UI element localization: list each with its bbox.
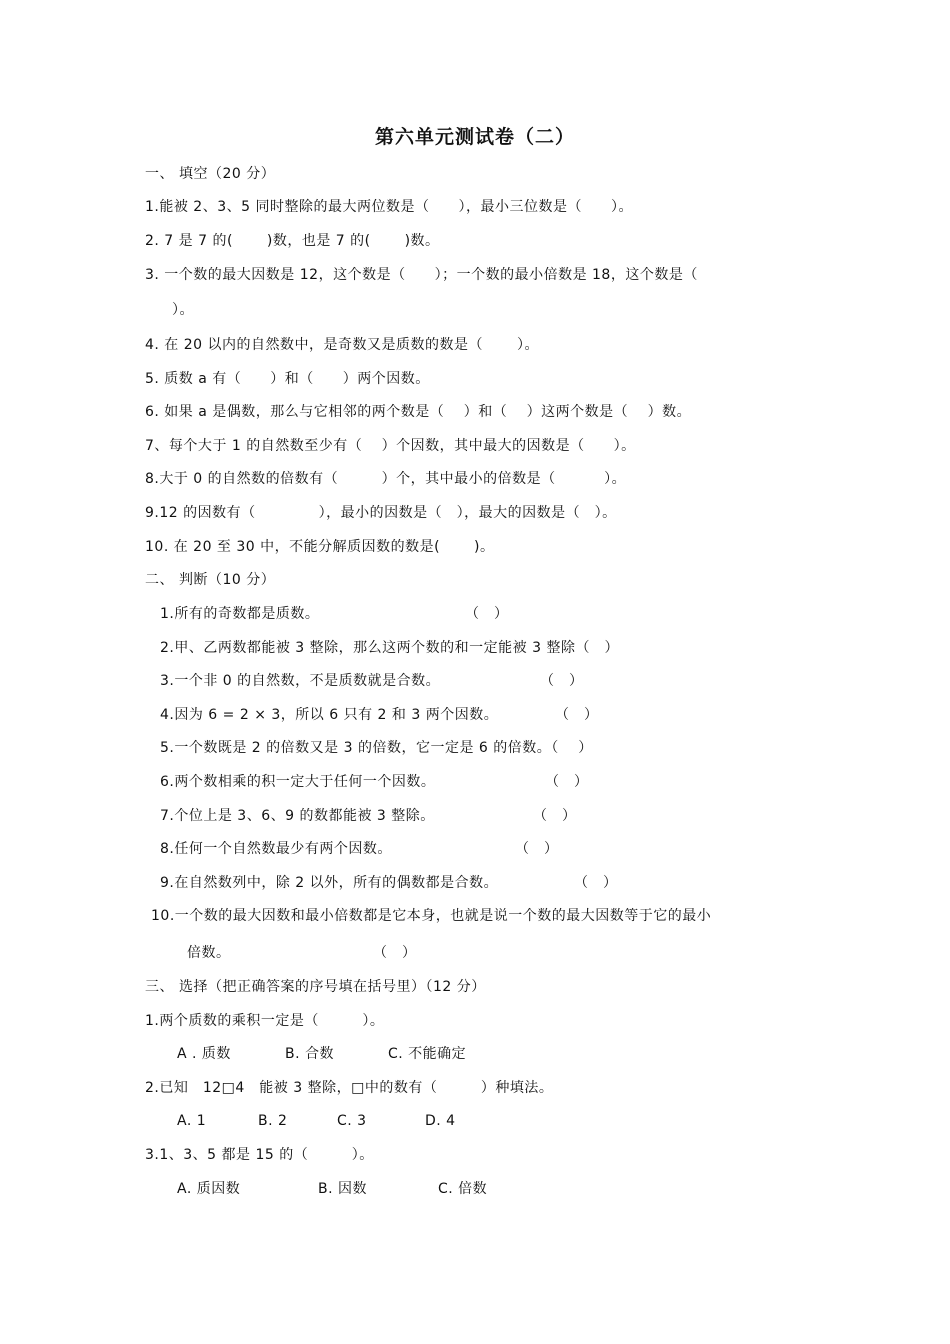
choice-option: A. 质因数 (177, 1181, 241, 1197)
judgement-line: 6.两个数相乘的积一定大于任何一个因数。 (160, 774, 436, 790)
answer-bracket: （ ） (515, 841, 559, 857)
judgement-line: 4.因为 6 = 2 × 3，所以 6 只有 2 和 3 两个因数。 (160, 707, 499, 723)
answer-bracket: （ ） (465, 606, 509, 622)
choice-option: B. 2 (258, 1113, 288, 1129)
judgement-line: 2.甲、乙两数都能被 3 整除，那么这两个数的和一定能被 3 整除（ ） (160, 640, 619, 656)
choice-option: B. 合数 (285, 1046, 335, 1062)
answer-bracket: （ ） (555, 707, 599, 723)
question-line: 2.已知 12□4 能被 3 整除，□中的数有（ ）种填法。 (145, 1080, 554, 1096)
choice-option: A . 质数 (177, 1046, 231, 1062)
judgement-line: 倍数。 (187, 945, 231, 961)
question-line: 3. 一个数的最大因数是 12，这个数是（ ）；一个数的最小倍数是 18，这个数是（ (145, 267, 698, 283)
judgement-line: 3.一个非 0 的自然数，不是质数就是合数。 (160, 673, 441, 689)
answer-bracket: （ ） (540, 673, 584, 689)
section-heading-multiple-choice: 三、 选择（把正确答案的序号填在括号里）（12 分） (145, 979, 486, 995)
question-line: 8.大于 0 的自然数的倍数有（ ）个，其中最小的倍数是（ ）。 (145, 471, 627, 487)
choice-option: B. 因数 (318, 1181, 368, 1197)
question-line: 1.两个质数的乘积一定是（ ）。 (145, 1013, 385, 1029)
judgement-line: 1.所有的奇数都是质数。 (160, 606, 320, 622)
section-heading-true-false: 二、 判断（10 分） (145, 572, 276, 588)
question-line: 1.能被 2、3、5 同时整除的最大两位数是（ ），最小三位数是（ ）。 (145, 199, 633, 215)
judgement-line: 5.一个数既是 2 的倍数又是 3 的倍数，它一定是 6 的倍数。（ ） (160, 740, 593, 756)
judgement-line: 10.一个数的最大因数和最小倍数都是它本身，也就是说一个数的最大因数等于它的最小 (151, 908, 712, 924)
question-line: ）。 (172, 302, 194, 318)
judgement-line: 9.在自然数列中，除 2 以外，所有的偶数都是合数。 (160, 875, 499, 891)
question-line: 7、每个大于 1 的自然数至少有（ ）个因数，其中最大的因数是（ ）。 (145, 438, 636, 454)
question-line: 10. 在 20 至 30 中，不能分解质因数的数是( )。 (145, 539, 495, 555)
answer-bracket: （ ） (545, 774, 589, 790)
page-title: 第六单元测试卷（二） (374, 126, 575, 148)
choice-option: C. 不能确定 (388, 1046, 467, 1062)
question-line: 2. 7 是 7 的( )数，也是 7 的( )数。 (145, 233, 440, 249)
question-line: 3.1、3、5 都是 15 的（ ）。 (145, 1147, 374, 1163)
answer-bracket: （ ） (533, 808, 577, 824)
section-heading-fill-blank: 一、 填空（20 分） (145, 166, 276, 182)
judgement-line: 7.个位上是 3、6、9 的数都能被 3 整除。 (160, 808, 435, 824)
question-line: 4. 在 20 以内的自然数中，是奇数又是质数的数是（ ）。 (145, 337, 539, 353)
question-line: 9.12 的因数有（ ），最小的因数是（ ），最大的因数是（ ）。 (145, 505, 617, 521)
choice-option: D. 4 (425, 1113, 456, 1129)
choice-option: A. 1 (177, 1113, 207, 1129)
choice-option: C. 倍数 (438, 1181, 488, 1197)
answer-bracket: （ ） (574, 875, 618, 891)
question-line: 5. 质数 a 有（ ）和（ ）两个因数。 (145, 371, 430, 387)
choice-option: C. 3 (337, 1113, 367, 1129)
question-line: 6. 如果 a 是偶数，那么与它相邻的两个数是（ ）和（ ）这两个数是（ ）数。 (145, 404, 692, 420)
answer-bracket: （ ） (373, 945, 417, 961)
judgement-line: 8.任何一个自然数最少有两个因数。 (160, 841, 392, 857)
